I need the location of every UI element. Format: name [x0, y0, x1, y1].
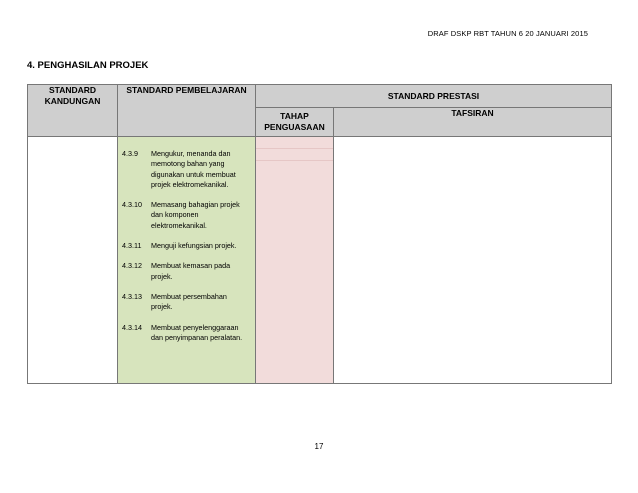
pembelajaran-text: Memasang bahagian projek dan komponen elektromekanikal.: [151, 200, 240, 230]
header-standard-kandungan: STANDARD KANDUNGAN: [28, 85, 118, 137]
penguasaan-rule-lines: [256, 137, 333, 383]
pembelajaran-item: [118, 261, 255, 282]
pembelajaran-code: 4.3.14: [122, 322, 142, 332]
pembelajaran-item: [118, 292, 255, 313]
pembelajaran-text: Membuat penyelenggaraan dan penyimpanan peralatan.: [151, 322, 243, 342]
pembelajaran-text: Mengukur, menanda dan memotong bahan yang digunakan untuk membuat projek elektromekanikal.: [151, 149, 236, 189]
document-header-note: DRAF DSKP RBT TAHUN 6 20 JANUARI 2015: [427, 29, 588, 38]
cell-standard-kandungan: [28, 137, 118, 384]
pembelajaran-item: [118, 323, 255, 344]
pembelajaran-text: Membuat persembahan projek.: [151, 291, 227, 312]
pembelajaran-text: Menguji kefungsian projek.: [151, 241, 237, 251]
pembelajaran-code: 4.3.9: [122, 149, 138, 158]
cell-tafsiran: [334, 137, 612, 384]
pembelajaran-item: [118, 200, 255, 231]
section-title: 4. PENGHASILAN PROJEK: [27, 60, 149, 71]
page-number: 17: [314, 442, 324, 451]
header-tahap-penguasaan: TAHAP PENGUASAAN: [256, 108, 334, 137]
pembelajaran-list: [118, 149, 255, 343]
cell-tahap-penguasaan: [256, 137, 334, 384]
pembelajaran-item: [118, 241, 255, 251]
pembelajaran-code: 4.3.10: [122, 200, 142, 210]
pembelajaran-text: Membuat kemasan pada projek.: [151, 261, 231, 281]
cell-standard-pembelajaran: [118, 137, 256, 384]
pembelajaran-code: 4.3.11: [122, 241, 142, 251]
standards-table: [27, 84, 612, 384]
header-standard-pembelajaran: STANDARD PEMBELAJARAN: [118, 85, 256, 137]
pembelajaran-code: 4.3.13: [122, 291, 142, 301]
header-tafsiran: TAFSIRAN: [334, 108, 612, 137]
header-standard-prestasi: STANDARD PRESTASI: [256, 85, 612, 108]
pembelajaran-code: 4.3.12: [122, 261, 142, 271]
pembelajaran-item: [118, 149, 255, 190]
